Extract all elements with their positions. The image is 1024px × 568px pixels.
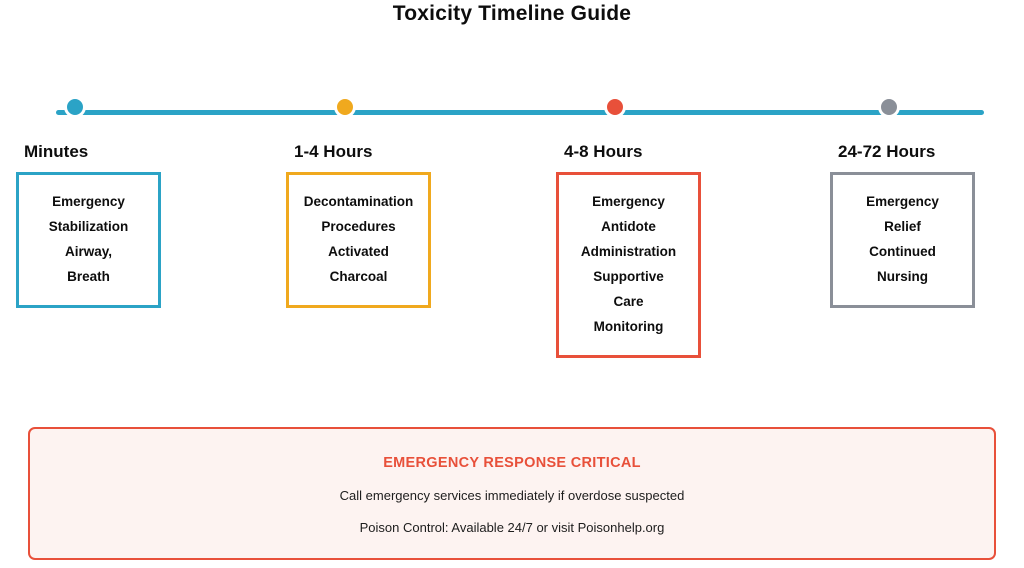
- card-line: Decontamination: [303, 194, 414, 209]
- card-line: Emergency: [52, 194, 125, 209]
- alert-title: EMERGENCY RESPONSE CRITICAL: [383, 455, 641, 471]
- card-line: Activated: [328, 244, 389, 259]
- card-line: Antidote: [601, 219, 656, 234]
- timeline-axis: [56, 110, 984, 115]
- stage-label: Minutes: [24, 142, 89, 161]
- stage-marker-dot[interactable]: [604, 96, 626, 118]
- card-line: Monitoring: [593, 319, 664, 334]
- card-line: Procedures: [321, 219, 396, 234]
- stage-marker-dot[interactable]: [878, 96, 900, 118]
- emergency-alert-box: [28, 427, 996, 560]
- stage-card: [830, 172, 975, 308]
- card-line: Breath: [67, 269, 110, 284]
- card-line: Stabilization: [48, 219, 129, 234]
- card-line: Emergency: [866, 194, 939, 209]
- card-line: Supportive: [593, 269, 664, 284]
- stage-card: [16, 172, 161, 308]
- card-line: Charcoal: [329, 269, 388, 284]
- stage-label: 1-4 Hours: [294, 142, 373, 161]
- stage-label: 24-72 Hours: [838, 142, 936, 161]
- card-line: Airway,: [64, 244, 113, 259]
- alert-line-1: Call emergency services immediately if overdose suspected: [339, 488, 685, 503]
- page-title: Toxicity Timeline Guide: [392, 2, 632, 25]
- alert-line-2: Poison Control: Available 24/7 or visit Poisonhelp.org: [359, 520, 665, 535]
- stage-card: [286, 172, 431, 308]
- card-line: Continued: [869, 244, 936, 259]
- card-line: Relief: [884, 219, 921, 234]
- stage-marker-dot[interactable]: [64, 96, 86, 118]
- card-line: Care: [613, 294, 644, 309]
- stage-marker-dot[interactable]: [334, 96, 356, 118]
- card-line: Emergency: [592, 194, 665, 209]
- stage-label: 4-8 Hours: [564, 142, 643, 161]
- card-line: Nursing: [876, 269, 928, 284]
- card-line: Administration: [580, 244, 677, 259]
- stage-card: [556, 172, 701, 358]
